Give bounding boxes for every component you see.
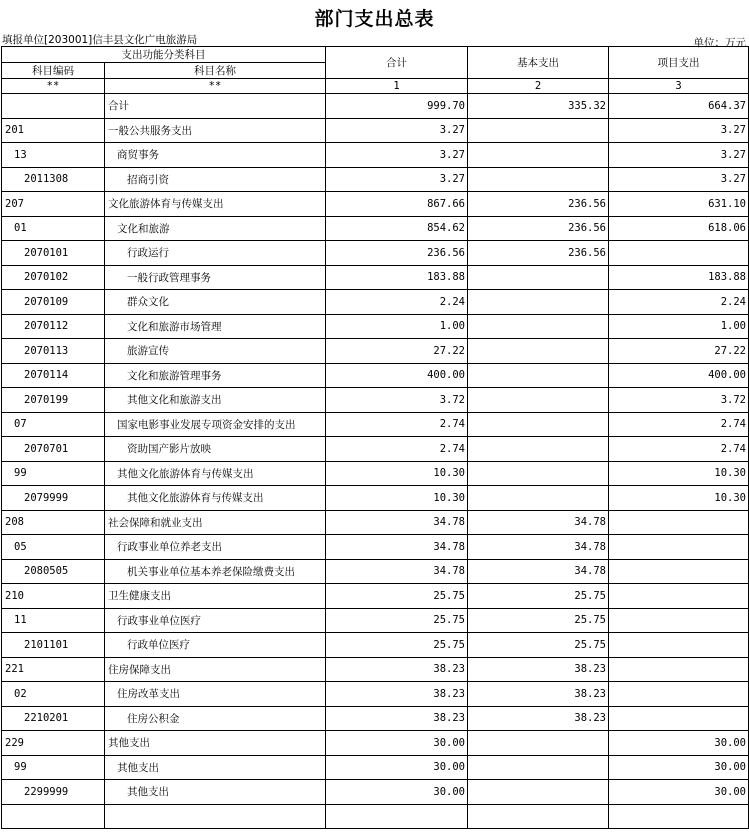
cell-name: 合计: [105, 94, 326, 119]
cell-name: 行政事业单位养老支出: [105, 535, 326, 560]
table-row: [2, 412, 749, 437]
table-row: [2, 167, 749, 192]
cell-name: 其他支出: [105, 755, 326, 780]
table-row: [2, 780, 749, 805]
cell-basic: 34.78: [468, 510, 609, 535]
table-row: [2, 682, 749, 707]
cell-code: 2070199: [2, 388, 105, 413]
cell-total: 30.00: [326, 780, 468, 805]
header-code-mark: **: [2, 79, 105, 94]
cell-total: 3.27: [326, 118, 468, 143]
header-index-basic: 2: [468, 79, 609, 94]
cell-name: 其他支出: [105, 731, 326, 756]
cell-total: 867.66: [326, 192, 468, 217]
cell-code: 210: [2, 584, 105, 609]
cell-total: 10.30: [326, 461, 468, 486]
cell-name: 其他文化和旅游支出: [105, 388, 326, 413]
cell-basic: 236.56: [468, 241, 609, 266]
cell-basic: 38.23: [468, 657, 609, 682]
cell-project: [609, 584, 749, 609]
cell-total: 999.70: [326, 94, 468, 119]
cell-name: 社会保障和就业支出: [105, 510, 326, 535]
table-row: [2, 437, 749, 462]
cell-basic: 34.78: [468, 559, 609, 584]
cell-code: 2070101: [2, 241, 105, 266]
cell-project: 3.27: [609, 143, 749, 168]
cell-total: 1.00: [326, 314, 468, 339]
cell-basic: 38.23: [468, 706, 609, 731]
cell-basic: [468, 388, 609, 413]
cell-name: 机关事业单位基本养老保险缴费支出: [105, 559, 326, 584]
table-row: [2, 608, 749, 633]
cell-basic: 25.75: [468, 608, 609, 633]
table-row: [2, 192, 749, 217]
cell-name: 国家电影事业发展专项资金安排的支出: [105, 412, 326, 437]
cell-name: 其他支出: [105, 780, 326, 805]
cell-total: [326, 804, 468, 829]
cell-project: 2.74: [609, 412, 749, 437]
cell-project: 400.00: [609, 363, 749, 388]
table-row: [2, 657, 749, 682]
page-title: 部门支出总表: [314, 8, 435, 30]
cell-basic: [468, 486, 609, 511]
cell-code: 2080505: [2, 559, 105, 584]
cell-code: 01: [2, 216, 105, 241]
expenditure-table: [1, 46, 749, 829]
cell-basic: [468, 363, 609, 388]
cell-basic: 25.75: [468, 584, 609, 609]
cell-code: 201: [2, 118, 105, 143]
table-row: [2, 94, 749, 119]
cell-code: 05: [2, 535, 105, 560]
cell-code: 13: [2, 143, 105, 168]
header-index-total: 1: [326, 79, 468, 94]
cell-code: 2299999: [2, 780, 105, 805]
cell-name: 住房保障支出: [105, 657, 326, 682]
cell-basic: 34.78: [468, 535, 609, 560]
cell-total: 34.78: [326, 510, 468, 535]
header-total: 合计: [326, 47, 468, 79]
cell-code: 99: [2, 461, 105, 486]
cell-name: 其他文化旅游体育与传媒支出: [105, 486, 326, 511]
cell-project: 30.00: [609, 780, 749, 805]
table-row: [2, 363, 749, 388]
table-row: [2, 486, 749, 511]
cell-project: 30.00: [609, 755, 749, 780]
cell-project: 2.24: [609, 290, 749, 315]
cell-basic: [468, 412, 609, 437]
table-body: [2, 94, 749, 829]
cell-code: [2, 804, 105, 829]
cell-project: 631.10: [609, 192, 749, 217]
cell-project: [609, 241, 749, 266]
table-row: [2, 510, 749, 535]
cell-total: 2.74: [326, 437, 468, 462]
cell-project: 3.72: [609, 388, 749, 413]
cell-code: 07: [2, 412, 105, 437]
cell-total: 34.78: [326, 535, 468, 560]
cell-basic: [468, 780, 609, 805]
cell-code: 2210201: [2, 706, 105, 731]
cell-name: 旅游宣传: [105, 339, 326, 364]
cell-total: 30.00: [326, 755, 468, 780]
cell-code: 208: [2, 510, 105, 535]
cell-code: 99: [2, 755, 105, 780]
header-code: 科目编码: [2, 63, 105, 79]
cell-project: 3.27: [609, 167, 749, 192]
cell-project: [609, 510, 749, 535]
header-basic: 基本支出: [468, 47, 609, 79]
cell-project: [609, 633, 749, 658]
cell-name: 文化和旅游管理事务: [105, 363, 326, 388]
cell-project: 10.30: [609, 486, 749, 511]
cell-basic: [468, 339, 609, 364]
cell-name: 群众文化: [105, 290, 326, 315]
cell-name: 招商引资: [105, 167, 326, 192]
cell-project: [609, 804, 749, 829]
cell-total: 2.24: [326, 290, 468, 315]
cell-code: 2070109: [2, 290, 105, 315]
table-row: [2, 755, 749, 780]
table-row: [2, 143, 749, 168]
cell-name: 卫生健康支出: [105, 584, 326, 609]
cell-basic: [468, 731, 609, 756]
cell-project: 618.06: [609, 216, 749, 241]
cell-total: 3.27: [326, 143, 468, 168]
cell-name: 住房改革支出: [105, 682, 326, 707]
cell-basic: [468, 314, 609, 339]
cell-total: 2.74: [326, 412, 468, 437]
cell-basic: [468, 755, 609, 780]
table-row: [2, 535, 749, 560]
cell-project: 1.00: [609, 314, 749, 339]
cell-basic: 236.56: [468, 216, 609, 241]
cell-project: [609, 682, 749, 707]
cell-name: 行政事业单位医疗: [105, 608, 326, 633]
cell-project: 30.00: [609, 731, 749, 756]
cell-name: 文化旅游体育与传媒支出: [105, 192, 326, 217]
cell-project: [609, 706, 749, 731]
table-row: [2, 706, 749, 731]
header-index-project: 3: [609, 79, 749, 94]
cell-code: 221: [2, 657, 105, 682]
cell-code: 207: [2, 192, 105, 217]
cell-basic: [468, 265, 609, 290]
table-row: [2, 290, 749, 315]
table-row: [2, 118, 749, 143]
cell-code: [2, 94, 105, 119]
cell-project: 664.37: [609, 94, 749, 119]
header-project: 项目支出: [609, 47, 749, 79]
table-row: [2, 265, 749, 290]
table-row: [2, 241, 749, 266]
cell-project: 2.74: [609, 437, 749, 462]
cell-name: 商贸事务: [105, 143, 326, 168]
table-row: [2, 216, 749, 241]
cell-project: [609, 535, 749, 560]
cell-name: 文化和旅游市场管理: [105, 314, 326, 339]
table-row: [2, 388, 749, 413]
table-row: [2, 731, 749, 756]
cell-name: 行政单位医疗: [105, 633, 326, 658]
cell-total: 183.88: [326, 265, 468, 290]
cell-basic: 236.56: [468, 192, 609, 217]
cell-code: 2011308: [2, 167, 105, 192]
cell-total: 27.22: [326, 339, 468, 364]
cell-code: 02: [2, 682, 105, 707]
cell-basic: [468, 461, 609, 486]
cell-project: [609, 657, 749, 682]
cell-total: 34.78: [326, 559, 468, 584]
cell-name: 文化和旅游: [105, 216, 326, 241]
cell-project: 3.27: [609, 118, 749, 143]
cell-basic: [468, 118, 609, 143]
cell-total: 854.62: [326, 216, 468, 241]
cell-code: 2070114: [2, 363, 105, 388]
cell-total: 25.75: [326, 584, 468, 609]
cell-project: 10.30: [609, 461, 749, 486]
table-row: [2, 633, 749, 658]
cell-name: 住房公积金: [105, 706, 326, 731]
cell-basic: 38.23: [468, 682, 609, 707]
cell-basic: 25.75: [468, 633, 609, 658]
cell-code: 2070102: [2, 265, 105, 290]
currency-unit: 单位：万元: [693, 37, 746, 49]
header-name-mark: **: [105, 79, 326, 94]
cell-name: 行政运行: [105, 241, 326, 266]
cell-basic: [468, 290, 609, 315]
cell-code: 11: [2, 608, 105, 633]
cell-name: 其他文化旅游体育与传媒支出: [105, 461, 326, 486]
cell-basic: [468, 437, 609, 462]
header-name: 科目名称: [105, 63, 326, 79]
cell-project: 27.22: [609, 339, 749, 364]
cell-code: 2079999: [2, 486, 105, 511]
cell-code: 2070113: [2, 339, 105, 364]
cell-total: 400.00: [326, 363, 468, 388]
cell-project: [609, 608, 749, 633]
cell-name: 一般公共服务支出: [105, 118, 326, 143]
cell-total: 25.75: [326, 633, 468, 658]
cell-project: 183.88: [609, 265, 749, 290]
table-row: [2, 559, 749, 584]
cell-basic: [468, 167, 609, 192]
cell-total: 38.23: [326, 657, 468, 682]
cell-name: 一般行政管理事务: [105, 265, 326, 290]
cell-basic: [468, 804, 609, 829]
filler-unit: 填报单位[203001]信丰县文化广电旅游局: [2, 34, 198, 46]
table-row: [2, 339, 749, 364]
cell-code: 2070112: [2, 314, 105, 339]
table-row: [2, 804, 749, 829]
cell-name: [105, 804, 326, 829]
cell-code: 229: [2, 731, 105, 756]
cell-total: 38.23: [326, 706, 468, 731]
cell-total: 236.56: [326, 241, 468, 266]
cell-total: 3.72: [326, 388, 468, 413]
table-row: [2, 584, 749, 609]
cell-project: [609, 559, 749, 584]
cell-total: 10.30: [326, 486, 468, 511]
cell-basic: 335.32: [468, 94, 609, 119]
cell-total: 38.23: [326, 682, 468, 707]
cell-total: 25.75: [326, 608, 468, 633]
table-row: [2, 314, 749, 339]
cell-code: 2101101: [2, 633, 105, 658]
cell-code: 2070701: [2, 437, 105, 462]
table-row: [2, 461, 749, 486]
cell-basic: [468, 143, 609, 168]
cell-total: 30.00: [326, 731, 468, 756]
cell-total: 3.27: [326, 167, 468, 192]
cell-name: 资助国产影片放映: [105, 437, 326, 462]
header-group: 支出功能分类科目: [2, 47, 326, 63]
